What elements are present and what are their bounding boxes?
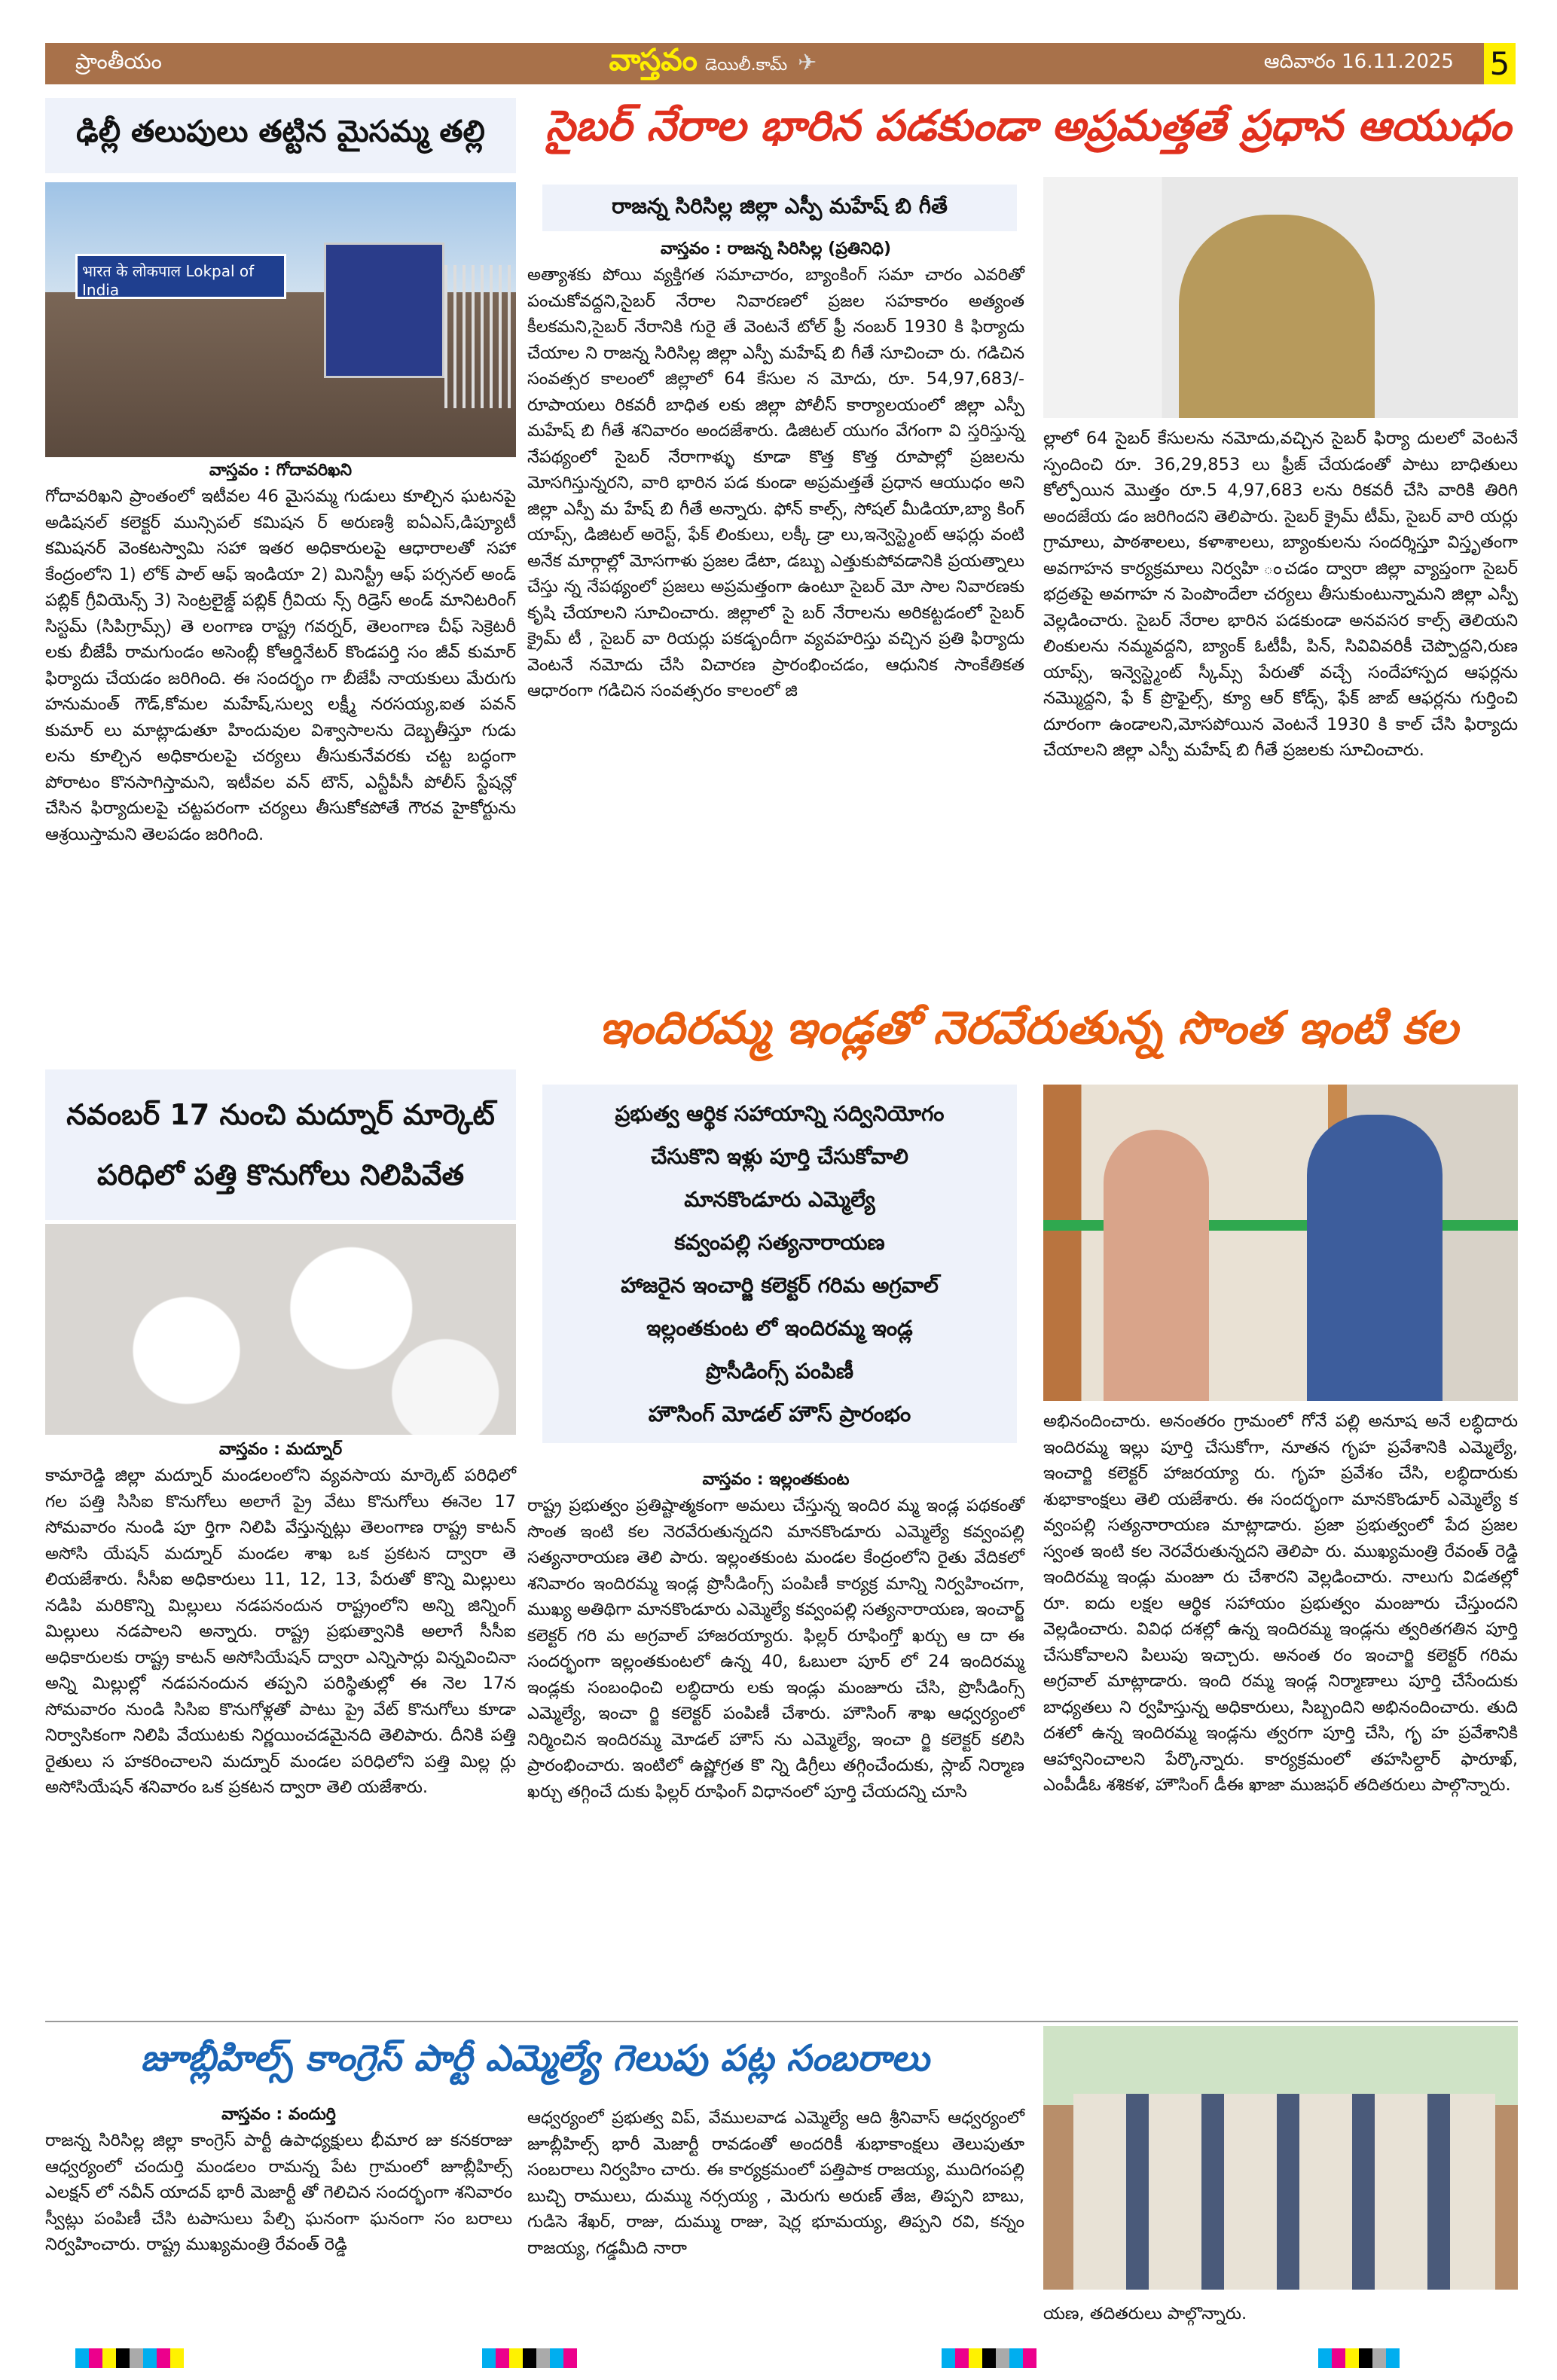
divider [45,2021,1518,2022]
story2-headline [45,1069,516,1220]
lokpal-photo [45,182,516,457]
story3-body-left: అత్యాశకు పోయి వ్యక్తిగత సమాచారం, బ్యాంకింగ్ సమా చారం ఎవరితో పంచుకోవద్దని,సైబర్ నేరాల నివారణలో ప్రజల సహకారం అత్యంత కీలకమని,సైబర్ నేరానికి గురై తే వెంటనే టోల్ ఫ్రీ నంబర్ 1930 కి ఫిర్యాదు చేయాల ని రాజన్న సిరిసిల్ల జిల్లా ఎస్పీ మహేష్ బి గీతే సూచించా రు. గడిచిన సంవత్సర కాలంలో జిల్లాలో 64 కేసుల న మోదు, రూ. 54,97,683/- రూపాయలు రికవరీ బాధిత లకు జిల్లా పోలీస్ కార్యాలయంలో జిల్లా ఎస్పీ మహేష్ బి గీతే శనివారం అందజేశారు. డిజిటల్ యుగం వేగంగా వి స్తరిస్తున్న నేపథ్యంలో సైబర్ నేరాగాళ్ళు కూడా కొత్త కొత్త రూపాల్లో ప్రజలను మోసగిస్తున్నరని, వారి భారిన పడ కుండా అప్రమత్తతే ప్రధాన ఆయుధం అని జిల్లా ఎస్పీ మ హేష్ బి గీతే అన్నారు. ఫోన్ కాల్స్, సోషల్ మీడియా,బ్యా కింగ్ యాప్స్, డిజిటల్ అరెస్ట్, ఫేక్ లింకులు, లక్కీ డ్రా లు,ఇన్వెస్ట్మెంట్ ఆఫర్లు వంటి అనేక మార్గాల్లో మోసగాళు ప్రజల డేటా, డబ్బు ఎత్తుకుపోవడానికి ప్రయత్నాలు చేస్తు న్న నేపథ్యంలో ప్రజలు అప్రమత్తంగా ఉంటూ సైబర్ మో సాల నివారణకు కృషి చేయాలని సూచించారు. జిల్లాలో సై బర్ నేరాలను అరికట్టడంలో సైబర్ క్రైమ్ టీ , సైబర్ వా రియర్లు పకడ్బందీగా వ్యవహరిస్తు వచ్చిన ప్రతి ఫిర్యాదు వెంటనే నమోదు చేసి విచారణ ప్రారంభించడం, ఆధునిక సాంకేతికత ఆధారంగా గడిచిన సంవత్సరం కాలంలో జి [527,265,1024,700]
story5-body-left: రాజన్న సిరిసిల్ల జిల్లా కాంగ్రెస్ పార్టీ ఉపాధ్యక్షులు భీమార జు కనకరాజు ఆధ్వర్యంలో చందుర్తి మండలం రామన్న పేట గ్రామంలో జూబ్లీహిల్స్ ఎలక్షన్ లో నవీన్ యాదవ్ భారీ మెజార్టీ తో గెలిచిన సందర్భంగా శనివారం స్వీట్లు పంపిణీ చేసి టపాసులు పేల్చి ఘనంగా ఘనంగా సం బరాలు నిర్వహించారు. రాష్ట్ర ముఖ్యమంత్రి రేవంత్ రెడ్డి [45,2131,512,2254]
page-header [45,43,1484,84]
bird-icon: ✈ [798,49,817,76]
story3-byline: వాస్తవం : రాజన్న సిరిసిల్ల (ప్రతినిధి) [660,240,892,258]
story4-subheadline-box [542,1085,1017,1443]
story2-body: కామారెడ్డి జిల్లా మద్నూర్ మండలంలోని వ్యవసాయ మార్కెట్ పరిధిలో గల పత్తి సిసిఐ కొనుగోలు అలాగే ప్రై వేటు కొనుగోలు ఈనెల 17 సోమవారం నుండి పూ ర్తిగా నిలిపి వేస్తున్నట్లు తెలంగాణ రాష్ట్ర కాటన్ అసోసి యేషన్ మద్నూర్ మండల శాఖ ఒక ప్రకటన ద్వారా తె లియజేశారు. సీసీఐ అధికారులు 11, 12, 13, పేరుతో కొన్ని మిల్లులు నడిపి మరికొన్ని మిల్లులు నడపనందున రాష్ట్రంలోని అన్ని జిన్నింగ్ మిల్లులు నడపాలని అన్నారు. రాష్ట్ర ప్రభుత్వానికి అలాగే సీసీఐ అధికారులకు రాష్ట్ర కాటన్ అసోసియేషన్ ద్వారా ఎన్నిసార్లు విన్నవించినా అన్ని మిల్లుల్లో నడపనందున తప్పని పరిస్థితుల్లో ఈ నెల 17న సోమవారం నుండి సిసిఐ కొనుగోళ్లతో పాటు ప్రై వేట్ కొనుగోలు కూడా నిర్వాసికంగా నిలిపి వేయుటకు నిర్ణయించడమైనది తెలిపారు. దీనికి పత్తి రైతులు స హకరించాలని మద్నూర్ మండల పరిధిలోని పత్తి మిల్ల ర్లు అసోసియేషన్ శనివారం ఒక ప్రకటన ద్వారా తెలి యజేశారు. [45,1466,516,1797]
subheadline-line: ప్రభుత్వ ఆర్థిక సహాయాన్ని సద్వినియోగం [615,1101,945,1126]
mla-figure [1307,1115,1443,1401]
story5-headline: జూబ్లీహిల్స్ కాంగ్రెస్ పార్టీ ఎమ్మెల్యే గెలుపు పట్ల సంబరాలు [140,2037,930,2079]
celebration-photo [1043,2026,1518,2290]
gate [444,265,516,408]
story3-subheadline: రాజన్న సిరిసిల్ల జిల్లా ఎస్పీ మహేష్ బి గీతే [542,185,1017,231]
subheadline-line: హాజరైన ఇంచార్జి కలెక్టర్ గరిమ అగ్రవాల్ [621,1273,939,1298]
color-registration-bar [942,2348,1036,2368]
story3-headline: సైబర్ నేరాల భారిన పడకుండా అప్రమత్తతే ప్రధాన ఆయుధం [545,102,1511,151]
section-name: ప్రాంతీయం [75,48,162,74]
issue-date: ఆదివారం 16.11.2025 [1263,50,1454,73]
story1-byline: వాస్తవం : గోదావరిఖని [209,461,353,480]
story5-byline: వాస్తవం : వందుర్తి [221,2105,336,2124]
masthead-logo [609,43,817,85]
ribbon-cutting-photo [1043,1085,1518,1401]
subheadline-line: ప్రొసీడింగ్స్ పంపిణీ [705,1359,854,1384]
officer-figure [1179,215,1375,418]
cotton-photo [45,1224,516,1435]
story4-headline: ఇందిరమ్మ ఇండ్లతో నెరవేరుతున్న సొంత ఇంటి కల [599,1002,1458,1054]
crowd [1073,2094,1495,2290]
collector-figure [1104,1130,1209,1401]
story5-body-right: ఆధ్వర్యంలో ప్రభుత్వ విప్, వేములవాడ ఎమ్మెల్యే ఆది శ్రీనివాస్ ఆధ్వర్యంలో జూబ్లీహిల్స్ భారీ మెజార్టీ రావడంతో అందరికీ శుభాకాంక్షలు తెలుపుతూ సంబరాలు నిర్వహిం చారు. ఈ కార్యక్రమంలో పత్తిపాక రాజయ్య, ముదిగంపల్లి బుచ్చి రాములు, దుమ్ము నర్సయ్య , మెరుగు అరుణ్ తేజ, తిప్పని బాబు, గుడిసె శేఖర్, రాజు, దుమ్ము రాజు, షెర్ల భూమయ్య, తిప్పని రవి, కన్నం రాజయ్య, గడ్డమీది నారా [527,2108,1024,2258]
lokpal-sign: भारत के लोकपाल Lokpal of India [75,254,286,299]
sp-photo [1043,177,1518,418]
subheadline-line: మానకొండూరు ఎమ్మెల్యే [684,1187,875,1212]
story4-byline: వాస్తవం : ఇల్లంతకుంట [702,1470,850,1489]
subheadline-line: చేసుకొని ఇళ్లు పూర్తి చేసుకోవాలి [651,1144,908,1169]
headline-line: పరిధిలో పత్తి కొనుగోలు నిలిపివేత [96,1158,465,1192]
story3-body-right: ల్లాలో 64 సైబర్ కేసులను నమోదు,వచ్చిన సైబర్ ఫిర్యా దులలో వెంటనే స్పందించి రూ. 36,29,853 లు ఫ్రీజ్ చేయడంతో పాటు బాధితులు కోల్పోయిన మొత్తం రూ.5 4,97,683 లను రికవరీ చేసి వారికి తిరిగి అందజేయ డం జరిగిందని తెలిపారు. సైబర్ క్రైమ్ టీమ్, సైబర్ వారి యర్లు గ్రామాలు, పాఠశాలలు, కళాశాలలు, బ్యాంకులను సందర్శిస్తూ విస్తృతంగా అవగాహన కార్యక్రమాలు నిర్వహి ంచడం ద్వారా జిల్లా వ్యాప్తంగా సైబర్ భద్రతపై అవగాహ న పెంపొందేలా చర్యలు తీసుకుంటున్నామని జిల్లా ఎస్పీ వెల్లడించారు. సైబర్ నేరాల భారిన పడకుండా అనవసర కాల్స్ తెలియని లింకులను నమ్మవద్దని, బ్యాంక్ ఓటీపీ, పిన్, సివివివరికీ చెప్పొద్దని,రుణ యాప్స్, ఇన్వెస్ట్మెంట్ స్కీమ్స్ పేరుతో వచ్చే సందేహాస్పద ఆఫర్లను నమ్మొద్దని, ఫే క్ ప్రొఫైల్స్, క్యూ ఆర్ కోడ్స్, ఫేక్ జాబ్ ఆఫర్లను గుర్తించి దూరంగా ఉండాలని,మోసపోయిన వెంటనే 1930 కి కాల్ చేసి ఫిర్యాదు చేయాలని జిల్లా ఎస్పీ మహేష్ బి గీతే ప్రజలకు సూచించారు. [1043,429,1518,760]
sign-board [324,243,444,378]
story4-body-right: అభినందించారు. అనంతరం గ్రామంలో గోనే పల్లి అనూష అనే లబ్ధిదారు ఇందిరమ్మ ఇల్లు పూర్తి చేసుకోగా, నూతన గృహ ప్రవేశానికి ఎమ్మెల్యే, ఇంచార్జి కలెక్టర్ హాజరయ్యా రు. గృహ ప్రవేశం చేసి, లబ్ధిదారుకు శుభాకాంక్షలు తెలి యజేశారు. ఈ సందర్భంగా మానకొండూర్ ఎమ్మెల్యే క వ్వంపల్లి సత్యనారాయణ మాట్లాడారు. ప్రజా ప్రభుత్వంలో పేద ప్రజల స్వంత ఇంటి కల నెరవేరుతున్నదని తెలిపా రు. ముఖ్యమంత్రి రేవంత్ రెడ్డి ఇందిరమ్మ ఇండ్లు మంజూ రు చేశారని వెల్లడించారు. నాలుగు విడతల్లో రూ. ఐదు లక్షల ఆర్థిక సహాయం ప్రభుత్వం మంజూరు చేస్తుందని వెల్లడించారు. వివిధ దశల్లో ఉన్న ఇందిరమ్మ ఇండ్లను త్వరితగతిన పూర్తి చేసుకోవాలని పిలుపు ఇచ్చారు. అనంత రం ఇంచార్జి కలెక్టర్ గరిమ అగ్రవాల్ మాట్లాడారు. ఇంది రమ్మ ఇండ్ల నిర్మాణాలు పూర్తి చేసేందుకు బాధ్యతలు ని ర్వహిస్తున్న అధికారులు, సిబ్బందిని అభినందించారు. తుది దశలో ఉన్న ఇందిరమ్మ ఇండ్లను త్వరగా పూర్తి చేసి, గృ హ ప్రవేశానికి ఆహ్వానించాలని పేర్కొన్నారు. కార్యక్రమంలో తహసిల్దార్ ఫారూఖ్, ఎంపీడీఓ శశికళ, హౌసింగ్ డీఈ ఖాజా ముజఫర్ తదితరులు పాల్గొన్నారు. [1043,1411,1518,1795]
subheadline-line: కవ్వంపల్లి సత్యనారాయణ [674,1230,885,1255]
story1-body: గోదావరిఖని ప్రాంతంలో ఇటీవల 46 మైసమ్మ గుడులు కూల్చిన ఘటనపై అడిషనల్ కలెక్టర్ మున్సిపల్ కమిషన ర్ అరుణశ్రీ ఐఏఎస్,డిప్యూటీ కమిషనర్ వెంకటస్వామి సహా ఇతర అధికారులపై ఆధారాలతో సహా కేంద్రంలోని 1) లోక్ పాల్ ఆఫ్ ఇండియా 2) మినిస్ట్రీ ఆఫ్ పర్సనల్ అండ్ పబ్లిక్ గ్రీవియెన్స్ 3) సెంట్రలైజ్డ్ పబ్లిక్ గ్రీవియ న్స్ రిడ్రెస్ అండ్ మానిటరింగ్ సిస్టమ్ (సిపిగ్రామ్స్) తె లంగాణ రాష్ట్ర గవర్నర్, తెలంగాణ చీఫ్ సెక్రెటరీ లకు బీజేపీ రామగుండం అసెంబ్లీ కోఆర్డినేటర్ కొండపర్తి సం జీవ్ కుమార్ ఫిర్యాదు చేయడం జరిగింది. ఈ సందర్భం గా బీజేపీ నాయకులు మేరుగు హనుమంత్ గౌడ్,కోమల మహేష్,సుల్వ లక్ష్మీ నరసయ్య,ఐత పవన్ కుమార్ లు మాట్లాడుతూ హిందువుల విశ్వాసాలను దెబ్బతీస్తూ గుడు లను కూల్చిన అధికారులపై చర్యలు తీసుకునేవరకు చట్ట బద్ధంగా పోరాటం కొనసాగిస్తామని, ఇటీవల వన్ టౌన్, ఎన్టీపీసీ పోలీస్ స్టేషన్లో చేసిన ఫిర్యాదులపై చట్టపరంగా చర్యలు తీసుకోకపోతే గౌరవ హైకోర్టును ఆశ్రయిస్తామని తెలపడం జరిగింది. [45,487,516,844]
story2-byline: వాస్తవం : మద్నూర్ [218,1440,343,1459]
color-registration-bar [75,2348,184,2368]
story5-caption: యణ, తదితరులు పాల్గొన్నారు. [1043,2304,1247,2324]
headline-line: నవంబర్ 17 నుంచి మద్నూర్ మార్కెట్ [66,1098,495,1131]
story1-headline: ఢిల్లీ తలుపులు తట్టిన మైసమ్మ తల్లి [45,98,516,173]
color-registration-bar [1318,2348,1400,2368]
subheadline-line: హౌసింగ్ మోడల్ హౌస్ ప్రారంభం [648,1402,911,1426]
page-number: 5 [1484,43,1516,84]
brand-name: వాస్తవం [609,42,698,78]
subheadline-line: ఇల్లంతకుంట లో ఇందిరమ్మ ఇండ్ల [646,1316,913,1341]
brand-sub: డెయిలీ.కామ్ [704,55,788,75]
color-registration-bar [482,2348,577,2368]
story4-body-left: రాష్ట్ర ప్రభుత్వం ప్రతిష్టాత్మకంగా అమలు చేస్తున్న ఇందిర మ్మ ఇండ్ల పథకంతో సొంత ఇంటి కల నెరవేరుతున్నదని మానకొండూరు ఎమ్మెల్యే కవ్వంపల్లి సత్యనారాయణ తెలి పారు. ఇల్లంతకుంట మండల కేంద్రంలోని రైతు వేదికలో శనివారం ఇందిరమ్మ ఇండ్ల ప్రొసీడింగ్స్ పంపిణీ కార్యక్ర మాన్ని నిర్వహించగా, ముఖ్య అతిథిగా మానకొండూరు ఎమ్మెల్యే కవ్వంపల్లి సత్యనారాయణ, ఇంచార్జ్ కలెక్టర్ గరి మ అగ్రవాల్ హాజరయ్యారు. ఫిల్లర్ రూఫింగ్తో ఖర్చు ఆ దా ఈ సందర్భంగా ఇల్లంతకుంటలో ఉన్న 40, ఓబులా పూర్ లో 24 ఇందిరమ్మ ఇండ్లకు సంబంధించి లబ్ధిదారు లకు ఇండ్లు మంజూరు చేసి, ప్రొసీడింగ్స్ ఎమ్మెల్యే, ఇంచా ర్జి కలెక్టర్ పంపిణీ చేశారు. హౌసింగ్ శాఖ ఆధ్వర్యంలో నిర్మించిన ఇందిరమ్మ మోడల్ హౌస్ ను ఎమ్మెల్యే, ఇంచా ర్జి కలెక్టర్ కలిసి ప్రారంభించారు. ఇంటిలో ఉష్ణోగ్రత కొ న్ని డిగ్రీలు తగ్గించేందుకు, స్లాబ్ నిర్మాణ ఖర్చు తగ్గించే దుకు ఫిల్లర్ రూఫింగ్ విధానంలో పూర్తి చేయదన్ని చూసి [527,1496,1024,1802]
